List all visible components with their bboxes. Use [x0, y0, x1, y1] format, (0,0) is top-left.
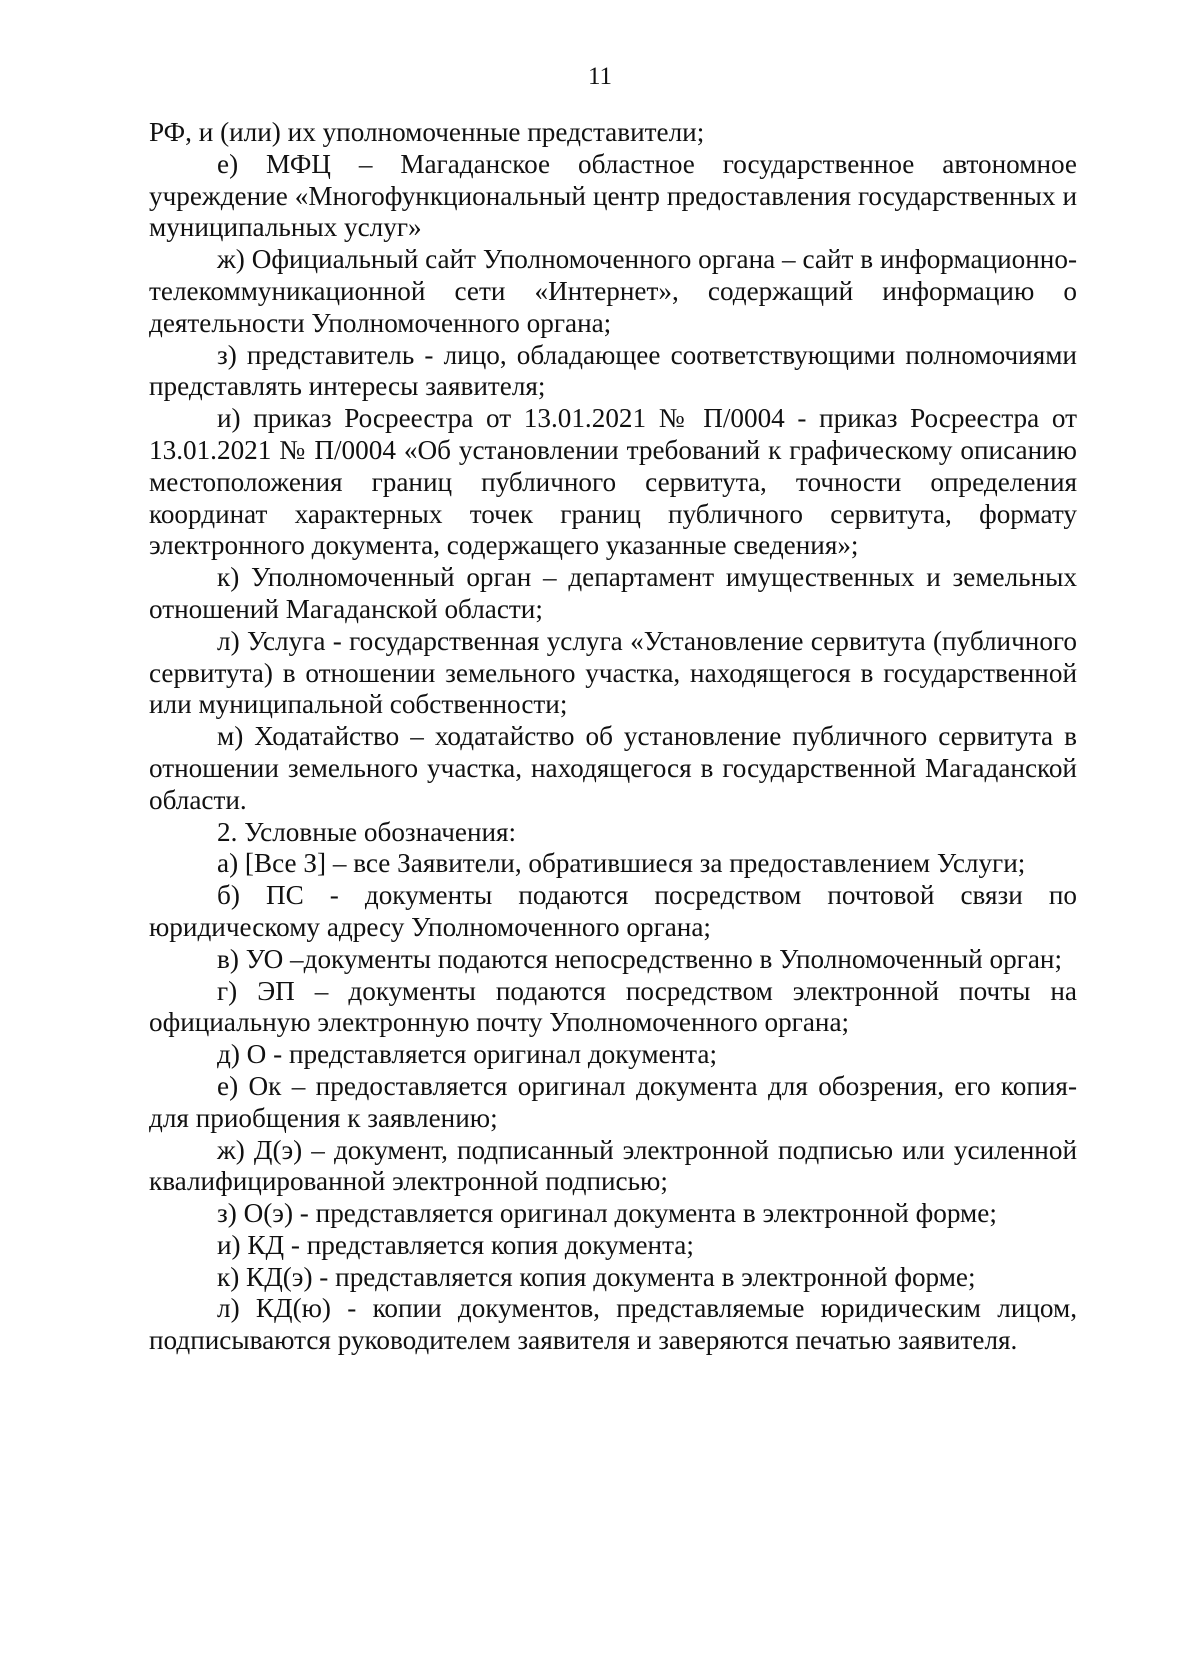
paragraph-legend-g: г) ЭП – документы подаются посредством электронной почты на официальную электронную почту Уполномоченного органа; [149, 975, 1077, 1038]
paragraph-legend-i: и) КД - представляется копия документа; [217, 1229, 694, 1260]
paragraph-definition-z: з) представитель - лицо, обладающее соответствующими полномочиями представлять интересы заявителя; [149, 339, 1077, 402]
paragraph-definition-k: к) Уполномоченный орган – департамент имущественных и земельных отношений Магаданской области; [149, 562, 1077, 624]
paragraph-legend-v: в) УО –документы подаются непосредственно в Уполномоченный орган; [217, 943, 1062, 974]
paragraph-continuation: РФ, и (или) их уполномоченные представители; [149, 117, 705, 147]
section-heading-legend: 2. Условные обозначения: [217, 816, 517, 847]
paragraph-legend-k: к) КД(э) - представляется копия документа в электронной форме; [217, 1261, 976, 1292]
document-body [149, 117, 1077, 1357]
paragraph-legend-d: д) О - представляется оригинал документа; [217, 1039, 717, 1070]
paragraph-legend-l: л) КД(ю) - копии документов, представляемые юридическим лицом, подписываются руководителем заявителя и заверяются печатью заявителя. [149, 1293, 1077, 1356]
page-number: 11 [587, 63, 613, 90]
paragraph-legend-e: е) Ок – предоставляется оригинал документа для обозрения, его копия- для приобщения к заявлению; [149, 1070, 1077, 1133]
paragraph-definition-l: л) Услуга - государственная услуга «Установление сервитута (публичного сервитута) в отношении земельного участка, находящегося в государственной или муниципальной собственности; [149, 625, 1077, 720]
paragraph-legend-b: б) ПС - документы подаются посредством почтовой связи по юридическому адресу Уполномоченного органа; [149, 880, 1077, 942]
paragraph-definition-i: и) приказ Росреестра от 13.01.2021 № П/0004 - приказ Росреестра от 13.01.2021 № П/0004 «Об установлении требований к графическому описанию местоположения границ публичного сервитута, точности определения координат характерных точек границ публичного сервитута, формату электронного документа, содержащего указанные сведения»; [149, 403, 1077, 561]
paragraph-legend-a: а) [Все З] – все Заявители, обратившиеся за предоставлением Услуги; [217, 848, 1026, 879]
paragraph-legend-zh: ж) Д(э) – документ, подписанный электронной подписью или усиленной квалифицированной электронной подписью; [149, 1134, 1077, 1197]
paragraph-definition-m: м) Ходатайство – ходатайство об установление публичного сервитута в отношении земельного участка, находящегося в государственной Магаданской области. [149, 721, 1077, 815]
paragraph-definition-e: е) МФЦ – Магаданское областное государственное автономное учреждение «Многофункциональный центр предоставления государственных и муниципальных услуг» [149, 148, 1077, 243]
paragraph-definition-zh: ж) Официальный сайт Уполномоченного органа – сайт в информационно-телекоммуникационной сети «Интернет», содержащий информацию о деятельности Уполномоченного органа; [149, 244, 1077, 338]
paragraph-legend-z: з) О(э) - представляется оригинал документа в электронной форме; [217, 1198, 997, 1229]
